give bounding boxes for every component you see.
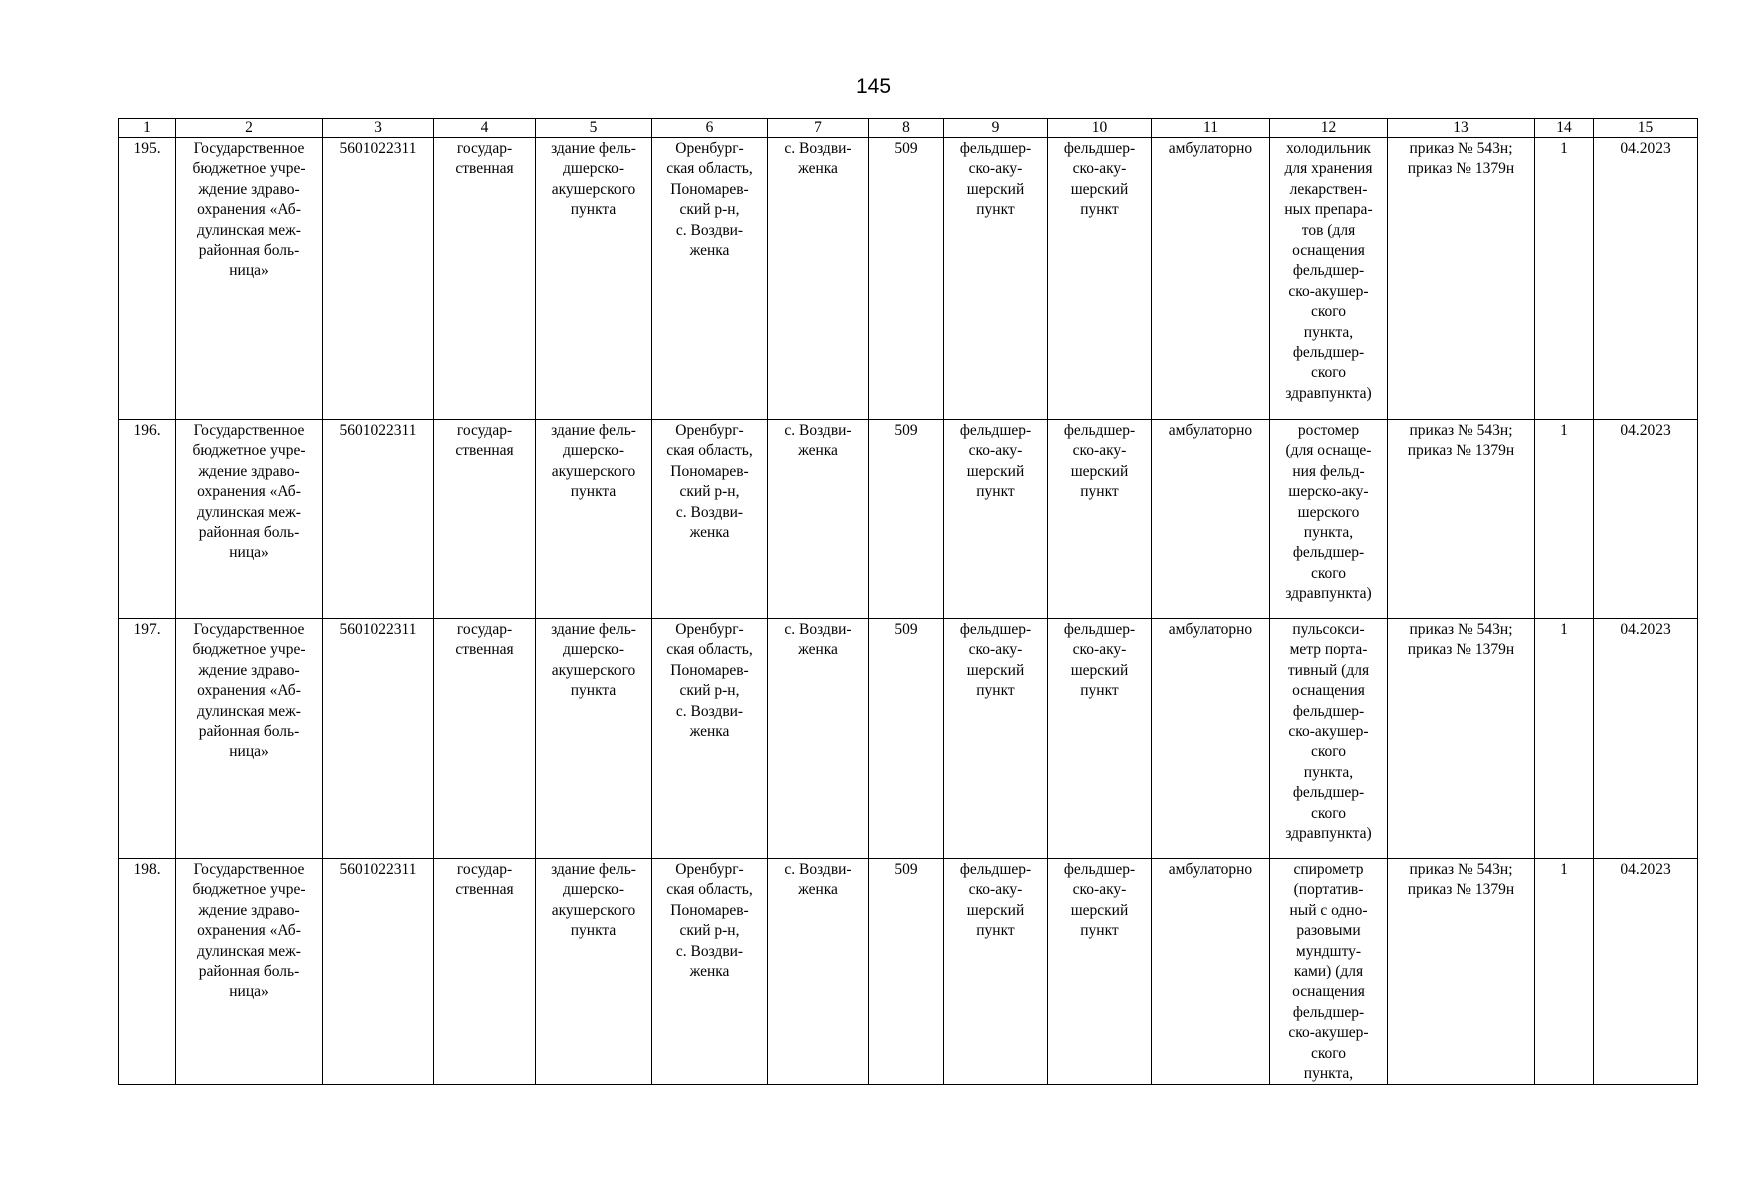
cell-line: ждение здраво- [198, 901, 300, 919]
organization-name-cell [176, 619, 323, 859]
column-number: 13 [1388, 119, 1535, 138]
cell-line: фельдшер- [1292, 344, 1365, 362]
cell-line: дшерско- [563, 641, 624, 659]
cell-line: оснащения [1292, 242, 1365, 260]
cell-line: ско-акушер- [1288, 723, 1369, 741]
cell-line: здравпункта) [1285, 384, 1372, 402]
cell-line: шерский [1070, 180, 1129, 198]
cell-line: приказ № 1379н [1407, 641, 1515, 659]
cell-line: ница» [229, 743, 269, 761]
cell-line: метр порта- [1289, 641, 1368, 659]
care-conditions-cell: амбулаторно [1152, 420, 1270, 619]
equipment-name-cell [1270, 138, 1388, 420]
cell-line: с. Воздви- [675, 702, 744, 720]
object-name-cell [536, 619, 652, 859]
unit-type-cell [944, 619, 1048, 859]
inn-cell: 5601022311 [323, 619, 434, 859]
unit-profile-cell [1048, 138, 1152, 420]
cell-line: пункта [570, 682, 617, 700]
cell-line: шерский [966, 180, 1025, 198]
cell-line: пульсокси- [1292, 621, 1365, 638]
cell-line: ский р-н, [679, 201, 740, 219]
cell-line: ждение здраво- [198, 180, 300, 198]
cell-line: с. Воздви- [675, 221, 744, 239]
cell-line: Оренбург- [675, 422, 744, 439]
cell-line: дулинская меж- [197, 702, 301, 720]
cell-line: государ- [456, 422, 513, 439]
cell-line: мундшту- [1295, 942, 1362, 960]
object-address-cell [652, 138, 768, 420]
equipment-name-cell [1270, 619, 1388, 859]
cell-line: пункт [1080, 682, 1119, 700]
cell-line: разовыми [1296, 922, 1361, 940]
cell-line: ростомер [1297, 422, 1360, 439]
page-number: 145 [855, 75, 892, 98]
cell-line: ждение здраво- [198, 462, 300, 480]
cell-line: шерский [966, 901, 1025, 919]
cell-line: государ- [456, 861, 513, 878]
cell-line: фельдшер- [959, 140, 1032, 157]
cell-line: Государственное [193, 140, 305, 157]
column-number: 15 [1594, 119, 1698, 138]
table-row [119, 859, 1698, 1085]
cell-line: Государственное [193, 422, 305, 439]
cell-line: ственная [455, 641, 514, 659]
cell-line: бюджетное учре- [192, 160, 306, 178]
cell-line: спирометр [1293, 861, 1364, 878]
column-number: 5 [536, 119, 652, 138]
cell-line: женка [689, 963, 730, 981]
cell-line: лекарствен- [1289, 180, 1368, 198]
cell-line: Пономарев- [670, 901, 749, 919]
cell-line: (для оснаще- [1285, 442, 1372, 460]
cell-line: ница» [229, 983, 269, 1001]
inn-cell: 5601022311 [323, 420, 434, 619]
code-cell: 509 [869, 138, 944, 420]
cell-line: пункт [976, 682, 1015, 700]
cell-line: ница» [229, 262, 269, 280]
cell-line: холодильник [1286, 140, 1371, 157]
cell-line: бюджетное учре- [192, 881, 306, 899]
cell-line: здание фель- [551, 861, 636, 878]
object-name-cell [536, 859, 652, 1085]
cell-line: охранения «Аб- [197, 201, 301, 219]
regulation-cell [1388, 619, 1535, 859]
column-number: 1 [119, 119, 176, 138]
object-address-cell [652, 420, 768, 619]
cell-line: акушерского [551, 901, 636, 919]
cell-line: ская область, [666, 160, 753, 178]
register-table [118, 118, 1698, 1085]
cell-line: шерский [966, 462, 1025, 480]
column-number: 11 [1152, 119, 1270, 138]
table-row [119, 420, 1698, 619]
cell-line: с. Воздви- [675, 503, 744, 521]
cell-line: районная боль- [198, 524, 300, 542]
cell-line: оснащения [1292, 682, 1365, 700]
object-address-cell [652, 619, 768, 859]
unit-profile-cell [1048, 420, 1152, 619]
cell-line: фельдшер- [1063, 621, 1136, 638]
cell-line: дулинская меж- [197, 942, 301, 960]
cell-line: ского [1310, 743, 1347, 761]
quantity-cell: 1 [1535, 619, 1594, 859]
column-number: 8 [869, 119, 944, 138]
cell-line: ский р-н, [679, 483, 740, 501]
settlement-cell [768, 859, 869, 1085]
settlement-cell [768, 138, 869, 420]
cell-line: здравпункта) [1285, 585, 1372, 603]
cell-line: государ- [456, 621, 513, 638]
cell-line: с. Воздви- [784, 422, 852, 439]
cell-line: ский р-н, [679, 682, 740, 700]
cell-line: ско-аку- [968, 442, 1023, 460]
cell-line: бюджетное учре- [192, 442, 306, 460]
row-number-cell: 196. [119, 420, 176, 619]
cell-line: шерский [1070, 901, 1129, 919]
cell-line: шерского [1297, 503, 1360, 521]
cell-line: охранения «Аб- [197, 483, 301, 501]
cell-line: акушерского [551, 462, 636, 480]
cell-line: приказ № 1379н [1407, 160, 1515, 178]
column-number: 3 [323, 119, 434, 138]
column-number-row [119, 119, 1698, 138]
cell-line: фельдшер- [1063, 861, 1136, 878]
regulation-cell [1388, 420, 1535, 619]
cell-line: фельдшер- [1292, 784, 1365, 802]
cell-line: пункт [976, 483, 1015, 501]
cell-line: ского [1310, 1044, 1347, 1062]
date-cell: 04.2023 [1594, 420, 1698, 619]
organization-name-cell [176, 420, 323, 619]
cell-line: фельдшер- [1292, 262, 1365, 280]
code-cell: 509 [869, 619, 944, 859]
cell-line: пункта, [1303, 524, 1354, 542]
cell-line: фельдшер- [959, 861, 1032, 878]
table-row [119, 138, 1698, 420]
column-number: 7 [768, 119, 869, 138]
cell-line: ница» [229, 544, 269, 562]
cell-line: пункта [570, 922, 617, 940]
cell-line: акушерского [551, 661, 636, 679]
cell-line: ско-аку- [1072, 641, 1127, 659]
cell-line: дулинская меж- [197, 503, 301, 521]
cell-line: ского [1310, 564, 1347, 582]
organization-name-cell [176, 138, 323, 420]
cell-line: пункта, [1303, 763, 1354, 781]
unit-profile-cell [1048, 859, 1152, 1085]
cell-line: тов (для [1301, 221, 1356, 239]
cell-line: приказ № 1379н [1407, 442, 1515, 460]
cell-line: ственная [455, 160, 514, 178]
code-cell: 509 [869, 420, 944, 619]
care-conditions-cell: амбулаторно [1152, 859, 1270, 1085]
cell-line: (портатив- [1293, 881, 1364, 899]
cell-line: Оренбург- [675, 140, 744, 157]
cell-line: ская область, [666, 442, 753, 460]
cell-line: ный с одно- [1289, 901, 1368, 919]
unit-type-cell [944, 420, 1048, 619]
code-cell: 509 [869, 859, 944, 1085]
date-cell: 04.2023 [1594, 619, 1698, 859]
cell-line: здание фель- [551, 140, 636, 157]
cell-line: с. Воздви- [675, 942, 744, 960]
cell-line: охранения «Аб- [197, 922, 301, 940]
cell-line: здание фель- [551, 422, 636, 439]
regulation-cell [1388, 138, 1535, 420]
cell-line: ская область, [666, 881, 753, 899]
cell-line: бюджетное учре- [192, 641, 306, 659]
column-number: 10 [1048, 119, 1152, 138]
cell-line: для хранения [1284, 160, 1373, 178]
unit-type-cell [944, 859, 1048, 1085]
cell-line: приказ № 543н; [1409, 422, 1513, 439]
cell-line: Государственное [193, 621, 305, 638]
cell-line: фельдшер- [1292, 702, 1365, 720]
equipment-name-cell [1270, 420, 1388, 619]
cell-line: приказ № 543н; [1409, 140, 1513, 157]
column-number: 12 [1270, 119, 1388, 138]
cell-line: Оренбург- [675, 861, 744, 878]
cell-line: фельдшер- [959, 422, 1032, 439]
cell-line: шерский [966, 661, 1025, 679]
object-name-cell [536, 138, 652, 420]
cell-line: приказ № 1379н [1407, 881, 1515, 899]
cell-line: ского [1310, 364, 1347, 382]
row-number-cell: 195. [119, 138, 176, 420]
cell-line: ско-аку- [1072, 442, 1127, 460]
cell-line: пункта, [1303, 323, 1354, 341]
cell-line: Пономарев- [670, 180, 749, 198]
cell-line: дшерско- [563, 442, 624, 460]
cell-line: ками) (для [1293, 963, 1364, 981]
cell-line: шерский [1070, 462, 1129, 480]
cell-line: женка [798, 442, 838, 460]
equipment-name-cell [1270, 859, 1388, 1085]
cell-line: Пономарев- [670, 661, 749, 679]
cell-line: ственная [455, 881, 514, 899]
cell-line: ственная [455, 442, 514, 460]
cell-line: ско-аку- [968, 160, 1023, 178]
cell-line: дшерско- [563, 881, 624, 899]
table-row [119, 619, 1698, 859]
cell-line: шерский [1070, 661, 1129, 679]
quantity-cell: 1 [1535, 138, 1594, 420]
cell-line: государ- [456, 140, 513, 157]
cell-line: приказ № 543н; [1409, 861, 1513, 878]
cell-line: Оренбург- [675, 621, 744, 638]
cell-line: пункт [976, 922, 1015, 940]
row-number-cell: 197. [119, 619, 176, 859]
cell-line: женка [798, 641, 838, 659]
cell-line: женка [689, 723, 730, 741]
cell-line: ско-аку- [1072, 881, 1127, 899]
quantity-cell: 1 [1535, 420, 1594, 619]
cell-line: ско-аку- [968, 881, 1023, 899]
cell-line: фельдшер- [1063, 140, 1136, 157]
cell-line: ская область, [666, 641, 753, 659]
settlement-cell [768, 420, 869, 619]
column-number: 9 [944, 119, 1048, 138]
column-number: 6 [652, 119, 768, 138]
cell-line: пункта [570, 483, 617, 501]
cell-line: ско-аку- [1072, 160, 1127, 178]
cell-line: ния фельд- [1292, 462, 1365, 480]
row-number-cell: 198. [119, 859, 176, 1085]
cell-line: ско-аку- [968, 641, 1023, 659]
settlement-cell [768, 619, 869, 859]
cell-line: женка [798, 160, 838, 178]
ownership-form-cell [434, 420, 536, 619]
care-conditions-cell: амбулаторно [1152, 619, 1270, 859]
cell-line: тивный (для [1287, 661, 1370, 679]
cell-line: пункт [1080, 483, 1119, 501]
cell-line: приказ № 543н; [1409, 621, 1513, 638]
column-number: 14 [1535, 119, 1594, 138]
unit-profile-cell [1048, 619, 1152, 859]
cell-line: здравпункта) [1285, 825, 1372, 843]
cell-line: пункта, [1303, 1065, 1354, 1083]
cell-line: ского [1310, 804, 1347, 822]
column-number: 2 [176, 119, 323, 138]
date-cell: 04.2023 [1594, 138, 1698, 420]
cell-line: районная боль- [198, 723, 300, 741]
cell-line: пункта [570, 201, 617, 219]
cell-line: пункт [1080, 201, 1119, 219]
cell-line: ждение здраво- [198, 661, 300, 679]
cell-line: ско-акушер- [1288, 282, 1369, 300]
cell-line: фельдшер- [1292, 544, 1365, 562]
cell-line: женка [689, 524, 730, 542]
cell-line: ского [1310, 303, 1347, 321]
cell-line: ных препара- [1284, 201, 1373, 219]
cell-line: Государственное [193, 861, 305, 878]
cell-line: с. Воздви- [784, 861, 852, 878]
object-name-cell [536, 420, 652, 619]
regulation-cell [1388, 859, 1535, 1085]
cell-line: фельдшер- [1063, 422, 1136, 439]
cell-line: дшерско- [563, 160, 624, 178]
care-conditions-cell: амбулаторно [1152, 138, 1270, 420]
cell-line: Пономарев- [670, 462, 749, 480]
cell-line: пункт [1080, 922, 1119, 940]
ownership-form-cell [434, 859, 536, 1085]
cell-line: районная боль- [198, 242, 300, 260]
cell-line: с. Воздви- [784, 621, 852, 638]
cell-line: дулинская меж- [197, 221, 301, 239]
object-address-cell [652, 859, 768, 1085]
column-number: 4 [434, 119, 536, 138]
cell-line: районная боль- [198, 963, 300, 981]
cell-line: пункт [976, 201, 1015, 219]
inn-cell: 5601022311 [323, 138, 434, 420]
cell-line: акушерского [551, 180, 636, 198]
ownership-form-cell [434, 138, 536, 420]
cell-line: здание фель- [551, 621, 636, 638]
cell-line: фельдшер- [959, 621, 1032, 638]
cell-line: с. Воздви- [784, 140, 852, 157]
cell-line: ско-акушер- [1288, 1024, 1369, 1042]
cell-line: шерско-аку- [1288, 483, 1369, 501]
date-cell: 04.2023 [1594, 859, 1698, 1085]
cell-line: ский р-н, [679, 922, 740, 940]
inn-cell: 5601022311 [323, 859, 434, 1085]
cell-line: фельдшер- [1292, 1003, 1365, 1021]
organization-name-cell [176, 859, 323, 1085]
cell-line: охранения «Аб- [197, 682, 301, 700]
cell-line: женка [798, 881, 838, 899]
cell-line: оснащения [1292, 983, 1365, 1001]
quantity-cell: 1 [1535, 859, 1594, 1085]
ownership-form-cell [434, 619, 536, 859]
unit-type-cell [944, 138, 1048, 420]
cell-line: женка [689, 242, 730, 260]
